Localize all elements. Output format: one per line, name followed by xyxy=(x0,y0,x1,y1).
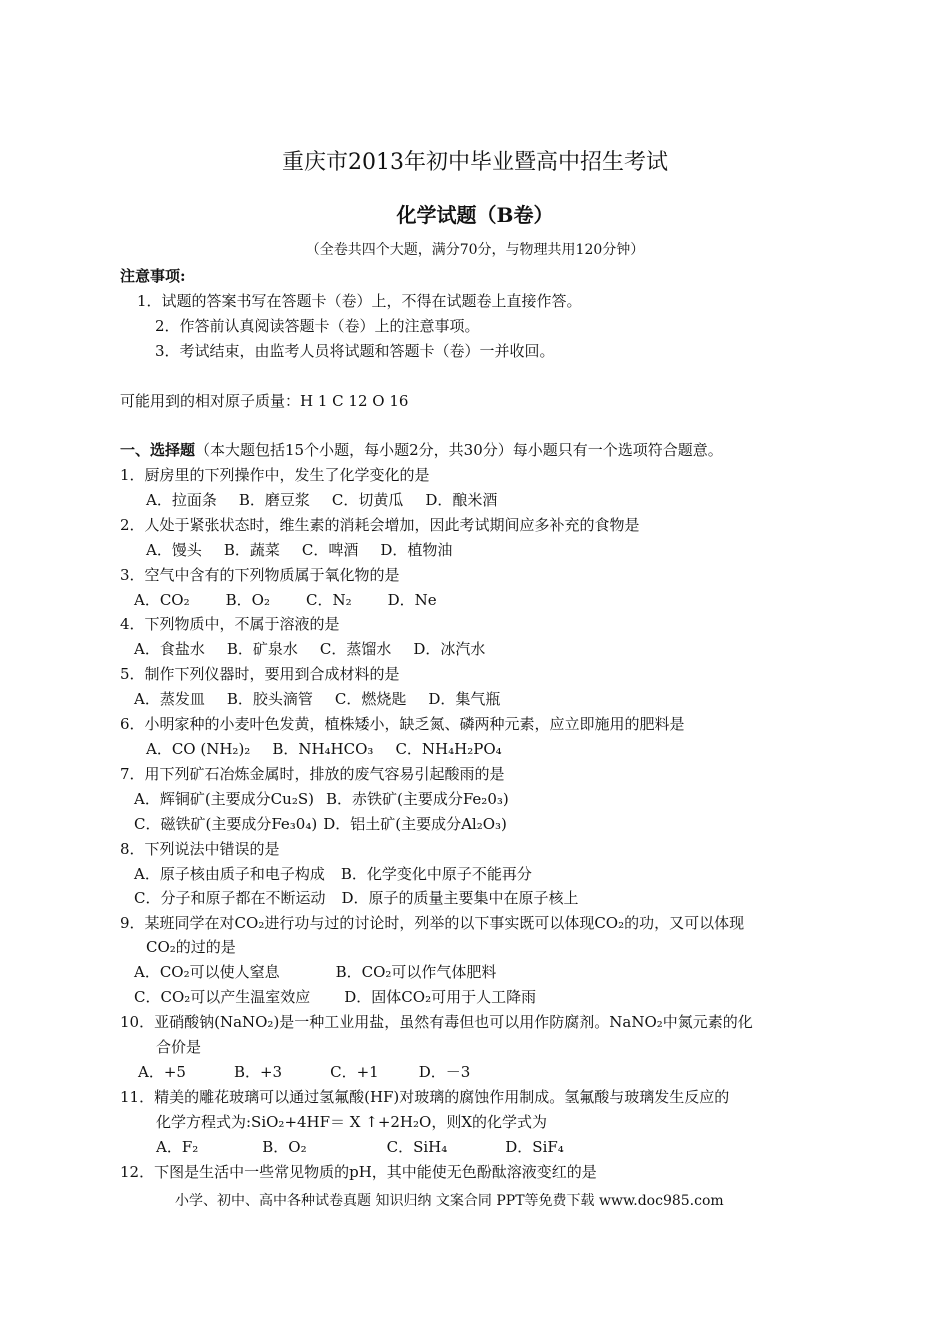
option: D．－3 xyxy=(418,1063,471,1081)
option: A．辉铜矿(主要成分Cu₂S) xyxy=(134,790,314,808)
option: A．原子核由质子和电子构成 xyxy=(134,865,325,883)
option: B．矿泉水 xyxy=(226,640,298,658)
option: B．磨豆浆 xyxy=(238,491,310,509)
option: B．胶头滴管 xyxy=(226,690,313,708)
question: 10．亚硝酸钠(NaNO₂)是一种工业用盐，虽然有毒但也可以用作防腐剂。NaNO₂中氮元素的化 xyxy=(120,1013,753,1031)
option: B．+3 xyxy=(233,1063,283,1081)
question: 12．下图是生活中一些常见物质的pH，其中能使无色酚酞溶液变红的是 xyxy=(120,1163,597,1181)
option: D．植物油 xyxy=(380,541,453,559)
option: B．O₂ xyxy=(262,1138,307,1156)
option: A．食盐水 xyxy=(134,640,205,658)
options xyxy=(134,888,601,908)
option: C．SiH₄ xyxy=(386,1138,448,1156)
option: A．CO₂可以使人窒息 xyxy=(134,963,280,981)
question-continued: 化学方程式为:SiO₂+4HF＝ X ↑+2H₂O，则X的化学式为 xyxy=(156,1113,548,1131)
option: C．N₂ xyxy=(305,591,352,609)
option: C．切黄瓜 xyxy=(331,491,404,509)
options xyxy=(156,1137,586,1157)
option: A．CO₂ xyxy=(134,591,190,609)
question: 8．下列说法中错误的是 xyxy=(120,840,280,858)
question: 2．人处于紧张状态时，维生素的消耗会增加，因此考试期间应多补充的食物是 xyxy=(120,516,640,534)
page-footer: 小学、初中、高中各种试卷真题 知识归纳 文案合同 PPT等免费下载 www.doc985.com xyxy=(175,1193,724,1209)
notice-heading: 注意事项: xyxy=(120,267,186,285)
question: 4．下列物质中，不属于溶液的是 xyxy=(120,615,340,633)
section-title: 一、选择题 xyxy=(120,441,196,459)
options xyxy=(146,540,474,560)
option: D．酿米酒 xyxy=(425,491,498,509)
options xyxy=(134,689,522,709)
option: A．拉面条 xyxy=(146,491,217,509)
option: D．冰汽水 xyxy=(413,640,486,658)
question-continued: CO₂的过的是 xyxy=(146,938,236,956)
section-heading xyxy=(120,440,723,460)
option: D．集气瓶 xyxy=(428,690,501,708)
option: D．铝土矿(主要成分Al₂O₃) xyxy=(323,815,507,833)
options xyxy=(134,789,531,809)
atomic-mass: 可能用到的相对原子质量：H 1 C 12 O 16 xyxy=(120,392,409,410)
option: C．+1 xyxy=(330,1063,379,1081)
option: D．SiF₄ xyxy=(505,1138,564,1156)
options xyxy=(134,864,554,884)
exam-note: （全卷共四个大题，满分70分，与物理共用120分钟） xyxy=(305,242,645,258)
option: C．蒸馏水 xyxy=(319,640,392,658)
option: C．NH₄H₂PO₄ xyxy=(395,740,502,758)
option: B．化学变化中原子不能再分 xyxy=(340,865,532,883)
notice-item: 1．试题的答案书写在答题卡（卷）上，不得在试题卷上直接作答。 xyxy=(137,292,582,310)
question: 1．厨房里的下列操作中，发生了化学变化的是 xyxy=(120,466,430,484)
options xyxy=(146,490,519,510)
option: D．固体CO₂可用于人工降雨 xyxy=(344,988,537,1006)
option: B．NH₄HCO₃ xyxy=(272,740,374,758)
option: D．Ne xyxy=(387,591,437,609)
option: C．啤酒 xyxy=(301,541,359,559)
option: B．O₂ xyxy=(225,591,270,609)
option: B．蔬菜 xyxy=(223,541,280,559)
options xyxy=(134,814,529,834)
question: 6．小明家种的小麦叶色发黄，植株矮小，缺乏氮、磷两种元素，应立即施用的肥料是 xyxy=(120,715,685,733)
notice-item: 2．作答前认真阅读答题卡（卷）上的注意事项。 xyxy=(155,317,480,335)
option: A．CO (NH₂)₂ xyxy=(146,740,251,758)
options xyxy=(134,639,507,659)
options xyxy=(134,590,459,610)
option: B．赤铁矿(主要成分Fe₂0₃) xyxy=(325,790,509,808)
question: 7．用下列矿石冶炼金属时，排放的废气容易引起酸雨的是 xyxy=(120,765,505,783)
option: B．CO₂可以作气体肥料 xyxy=(335,963,497,981)
question-continued: 合价是 xyxy=(156,1038,202,1056)
question: 5．制作下列仪器时，要用到合成材料的是 xyxy=(120,665,400,683)
notice-item: 3．考试结束，由监考人员将试题和答题卡（卷）一并收回。 xyxy=(155,342,555,360)
option: A．F₂ xyxy=(156,1138,199,1156)
option: C．CO₂可以产生温室效应 xyxy=(134,988,311,1006)
question: 9．某班同学在对CO₂进行功与过的讨论时，列举的以下事实既可以体现CO₂的功，又可以体现 xyxy=(120,914,745,932)
option: C．燃烧匙 xyxy=(334,690,407,708)
options xyxy=(134,987,558,1007)
question: 11．精美的雕花玻璃可以通过氢氟酸(HF)对玻璃的腐蚀作用制成。氢氟酸与玻璃发生反应的 xyxy=(120,1088,730,1106)
option: C．磁铁矿(主要成分Fe₃0₄) xyxy=(134,815,318,833)
exam-title: 重庆市2013年初中毕业暨高中招生考试 xyxy=(282,150,668,175)
option: D．原子的质量主要集中在原子核上 xyxy=(341,889,579,907)
option: A．+5 xyxy=(138,1063,186,1081)
question: 3．空气中含有的下列物质属于氧化物的是 xyxy=(120,566,400,584)
options xyxy=(134,962,518,982)
options xyxy=(146,739,524,759)
option: A．蒸发皿 xyxy=(134,690,205,708)
option: C．分子和原子都在不断运动 xyxy=(134,889,326,907)
exam-subtitle: 化学试题（B卷） xyxy=(396,203,554,227)
option: A．馒头 xyxy=(146,541,202,559)
options xyxy=(138,1062,492,1082)
section-desc: （本大题包括15个小题，每小题2分，共30分）每小题只有一个选项符合题意。 xyxy=(195,441,723,459)
